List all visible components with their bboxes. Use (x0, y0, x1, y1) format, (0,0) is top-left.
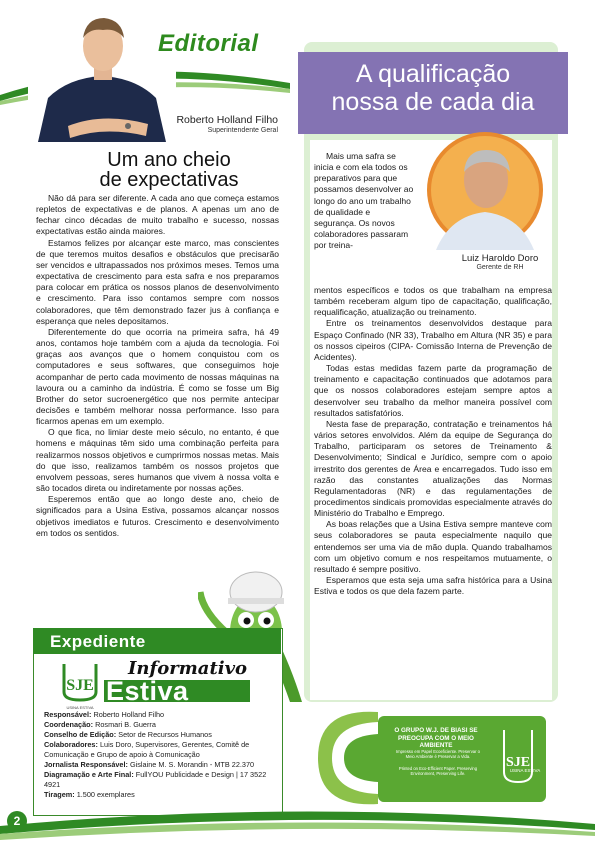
credit-row (44, 710, 280, 720)
right-intro (314, 151, 414, 251)
left-paragraph: Não dá para ser diferente. A cada ano que começa estamos repletos de expectativas e de planos. A apenas um ano de fechar cinco décadas de muito trabalho e sucesso, nossas expectativas estão ainda maiores. (36, 193, 279, 237)
credit-label: Diagramação e Arte Final: (44, 770, 134, 779)
right-headline-line2: nossa de cada dia (331, 88, 535, 116)
seal-line-english: Printed on Eco-Efficient Paper. Preserving Environment, Preserving Life. (398, 766, 478, 776)
right-headline-line1: A qualificação (355, 60, 511, 88)
credit-row (44, 790, 280, 800)
author-name: Roberto Holland Filho (176, 114, 278, 126)
credit-value: 1.500 exemplares (74, 790, 135, 799)
credit-value: Setor de Recursos Humanos (116, 730, 212, 739)
credit-row (44, 760, 280, 770)
credit-value: Rosmari B. Guerra (93, 720, 156, 729)
informativo-word: Informativo (128, 658, 248, 679)
svg-text:SJE: SJE (505, 755, 531, 770)
credit-label: Jornalista Responsável: (44, 760, 128, 769)
seal-title: O GRUPO W.J. DE BIASI SE PREOCUPA COM O MEIO AMBIENTE (394, 727, 478, 749)
author-role: Superintendente Geral (207, 127, 278, 134)
right-paragraph: Todas estas medidas fazem parte da programação de treinamento e capacitação continuados que adotamos para que os nossos colaboradores estejam sempre aptos a desenvolver seu trabalho da melhor maneira possível com resultados satisfatórios. (314, 363, 552, 418)
seal-logo-caption: USINA ESTIVA (509, 768, 541, 773)
credit-label: Conselho de Edição: (44, 730, 117, 739)
left-paragraph: Estamos felizes por alcançar este marco, mas conscientes de que teremos muitos desafios e obstáculos que precisarão ser vencidos e ultrapassados nos próximos meses. Temos uma expectativa de crescimento para esta safra e nos preparamos para colocar em prática os nossos planos de desenvolvimento e crescimento. Para isso contamos sempre com nossos colaboradores, que têm demonstrado fazer jus à confiança e esperança que neles depositamos. (36, 237, 279, 326)
credit-value: Roberto Holland Filho (91, 710, 165, 719)
right-headline (298, 60, 568, 116)
credit-row (44, 770, 280, 790)
manager-role: Gerente de RH (476, 264, 524, 271)
left-headline (60, 150, 278, 190)
left-paragraph: Diferentemente do que ocorria na primeira safra, há 49 anos, contamos hoje também com a ajuda da tecnologia. Foi graças aos avanços que o homem conquistou com os computadores e seus softwares, que conseguimos hoje acompanhar de perto cada movimento de nossas máquinas na lavoura ou a caminho da indústria. É como se fosse um Big Brother do setor sucroenergético que nos permite antecipar decisões e também melhorar nossa performance. Isso para ficarmos apenas em um exemplo. (36, 326, 279, 427)
credit-label: Tiragem: (44, 790, 75, 799)
logo-caption: USINA ESTIVA (66, 705, 94, 710)
credit-value: Gislaine M. S. Morandin - MTB 22.370 (127, 760, 255, 769)
author-photo (28, 8, 176, 142)
credit-label: Coordenação: (44, 720, 94, 729)
usina-estiva-logo-icon (60, 662, 100, 702)
svg-text:SJE: SJE (66, 677, 94, 694)
credit-label: Colaboradores: (44, 740, 98, 749)
credit-value: Luis Doro, Supervisores, Gerentes, Comitê de Comunicação e Grupo de apoio à Comunicação (44, 740, 250, 759)
left-headline-line1: Um ano cheio (107, 149, 231, 171)
credit-row (44, 740, 280, 760)
credits-list (44, 710, 280, 800)
right-paragraph: Nesta fase de preparação, contratação e treinamentos há vários setores envolvidos. Além da equipe de Segurança do Trabalho, participaram os setores de Treinamento & Desenvolvimento; Sindical e Jurídico, sempre com o apoio irrestrito dos gerentes de Área e encarregados. Tudo isso em razão das constantes atualizações das Normas Regulamentadoras (NR) e das regulamentações de procedimentos sindicais promovidas especialmente através do Ministério do Trabalho e Emprego. (314, 418, 552, 519)
right-article-body (314, 285, 552, 597)
left-article-body (36, 193, 279, 539)
right-paragraph: Entre os treinamentos desenvolvidos destaque para Espaço Confinado (NR 33), Trabalho em Altura (NR 35) e para os nossos cipeiros (CIPA- Comissão Interna de Prevenção de Acidentes). (314, 318, 552, 362)
left-paragraph: O que fica, no limiar deste meio século, no entanto, é que homens e máquinas têm sido uma combinação perfeita para realizarmos nossos objetivos e cumprirmos nossas metas. Mais do que isso, realizamos também os nossos projetos que envolvem pessoas, seres humanos que vivem à nossa volta e são tocados direta ou indiretamente por nossas ações. (36, 427, 279, 494)
right-paragraph: As boas relações que a Usina Estiva sempre manteve com seus colaboradores se pauta especialmente naquilo que entendemos ser uma via de mão dupla. Quando trabalhamos com um objetivo comum e nos respeitamos mutuamente, o resultado é sempre positivo. (314, 519, 552, 574)
footer-wave (0, 802, 595, 842)
right-paragraph: mentos específicos e todos os que trabalham na empresa também receberam algum tipo de capacitação, qualificação, requalificação, atualização ou treinamento. (314, 285, 552, 318)
seal-line-portuguese: Impresso em Papel Ecoeficiente. Preservar o Meio Ambiente é Preservar a Vida. (395, 749, 481, 759)
right-intro-paragraph: Mais uma safra se inicia e com ela todos os preparativos para que possamos desenvolver ao longo do ano um trabalho de qualidade e segurança. Os novos colaboradores passaram por treina- (314, 151, 414, 251)
left-paragraph: Esperemos então que ao longo deste ano, cheio de significados para a Usina Estiva, possamos alcançar nossos objetivos imediatos e futuros. Crescimento e desenvolvimento em todos os sentidos. (36, 494, 279, 538)
left-headline-line2: de expectativas (99, 169, 239, 191)
right-paragraph: Esperamos que esta seja uma safra histórica para a Usina Estiva e todos os que dela fazem parte. (314, 575, 552, 597)
expediente-title: Expediente (50, 632, 146, 651)
manager-name: Luiz Haroldo Doro (461, 253, 539, 264)
credit-row (44, 720, 280, 730)
section-title: Editorial (158, 30, 259, 57)
credit-value: FullYOU Publicidade e Design | 17 3522 4921 (44, 770, 267, 789)
credit-label: Responsável: (44, 710, 92, 719)
estiva-word: Estiva (106, 676, 189, 706)
manager-photo (420, 132, 550, 250)
page-number: 2 (13, 814, 21, 828)
credit-row (44, 730, 280, 740)
